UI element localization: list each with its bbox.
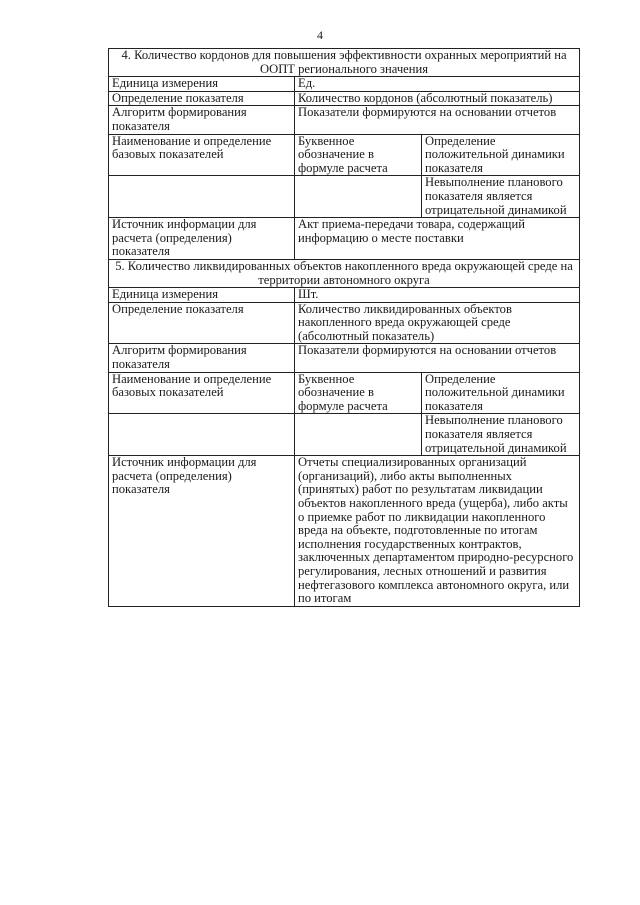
empty-cell <box>109 176 295 218</box>
section-heading: 4. Количество кордонов для повышения эффективности охранных мероприятий на ООПТ регионального значения <box>109 49 580 77</box>
algorithm-row <box>109 106 580 134</box>
empty-cell <box>109 414 295 456</box>
definition-label: Определение показателя <box>109 302 295 344</box>
unit-value: Шт. <box>295 288 580 303</box>
source-label: Источник информации для расчета (определения) показателя <box>109 456 295 607</box>
definition-value: Количество кордонов (абсолютный показатель) <box>295 91 580 106</box>
algorithm-label: Алгоритм формирования показателя <box>109 344 295 372</box>
base-indicators-label: Наименование и определение базовых показателей <box>109 134 295 176</box>
positive-dynamics-label: Определение положительной динамики показателя <box>422 134 580 176</box>
source-row <box>109 218 580 260</box>
source-value: Отчеты специализированных организаций (организаций), либо акты выполненных (принятых) работ по результатам ликвидации объектов накопленного вреда (ущерба), либо акты о приемке работ по ликвидации накопленного вреда на объекте, подготовленные по итогам исполнения государственных контрактов, заключенных департаментом природно-ресурсного регулирования, лесных отношений и развития нефтегазового комплекса автономного округа, или по итогам <box>295 456 580 607</box>
algorithm-value: Показатели формируются на основании отчетов <box>295 106 580 134</box>
dynamics-row <box>109 176 580 218</box>
dynamics-row <box>109 414 580 456</box>
empty-cell <box>295 176 422 218</box>
definition-row <box>109 91 580 106</box>
unit-row <box>109 288 580 303</box>
definition-label: Определение показателя <box>109 91 295 106</box>
algorithm-value: Показатели формируются на основании отчетов <box>295 344 580 372</box>
section-heading-row <box>109 49 580 77</box>
source-label: Источник информации для расчета (определения) показателя <box>109 218 295 260</box>
negative-dynamics-text: Невыполнение планового показателя является отрицательной динамикой <box>422 176 580 218</box>
unit-value: Ед. <box>295 77 580 92</box>
unit-row <box>109 77 580 92</box>
algorithm-row <box>109 344 580 372</box>
letter-designation-label: Буквенное обозначение в формуле расчета <box>295 372 422 414</box>
base-indicators-row <box>109 134 580 176</box>
definition-value: Количество ликвидированных объектов накопленного вреда окружающей среде (абсолютный показатель) <box>295 302 580 344</box>
source-row <box>109 456 580 607</box>
letter-designation-label: Буквенное обозначение в формуле расчета <box>295 134 422 176</box>
negative-dynamics-text: Невыполнение планового показателя является отрицательной динамикой <box>422 414 580 456</box>
unit-label: Единица измерения <box>109 288 295 303</box>
indicator-table <box>108 48 580 607</box>
section-heading: 5. Количество ликвидированных объектов накопленного вреда окружающей среде на территории автономного округа <box>109 259 580 287</box>
base-indicators-label: Наименование и определение базовых показателей <box>109 372 295 414</box>
positive-dynamics-label: Определение положительной динамики показателя <box>422 372 580 414</box>
page-number: 4 <box>317 28 323 42</box>
section-heading-row <box>109 259 580 287</box>
base-indicators-row <box>109 372 580 414</box>
empty-cell <box>295 414 422 456</box>
definition-row <box>109 302 580 344</box>
unit-label: Единица измерения <box>109 77 295 92</box>
algorithm-label: Алгоритм формирования показателя <box>109 106 295 134</box>
source-value: Акт приема-передачи товара, содержащий информацию о месте поставки <box>295 218 580 260</box>
